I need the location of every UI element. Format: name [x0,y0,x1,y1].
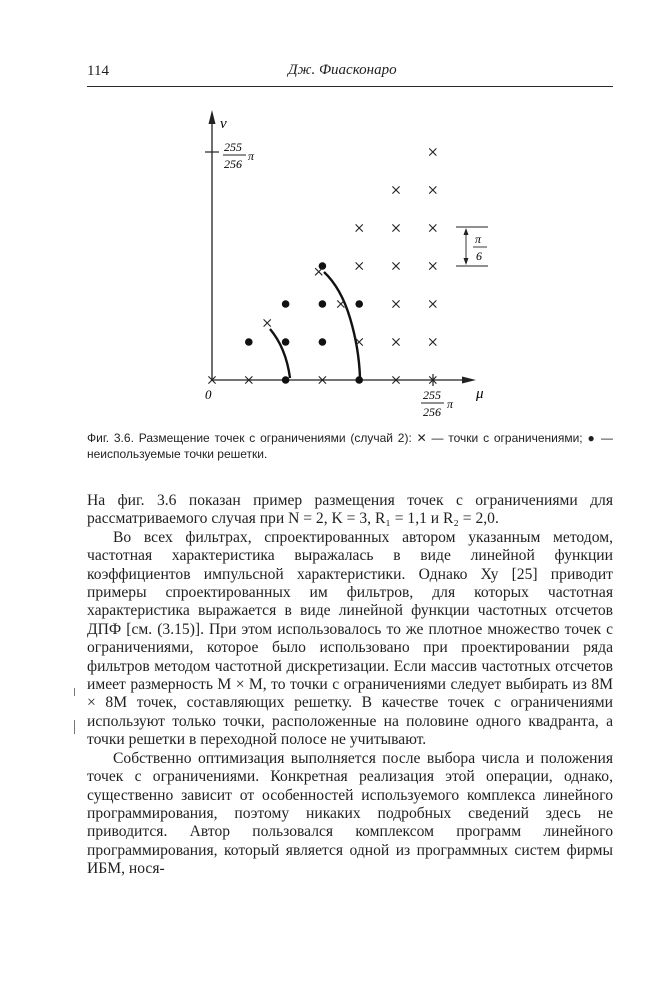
boundary-curve-inner [270,329,290,378]
unused-grid-point [282,338,290,346]
grid-points [208,148,436,383]
constraint-point [264,319,271,326]
paragraph-3: Собственно оптимизация выполняется после выбора числа и положения точек с ограничениями. Конкретная реализация этой операции, однако, существенно зависит от особенностей используемого комплекса линейного программирования, поэтому никаких подробных сведений здесь не приводится. Автор пользовался комплексом программ линейного программирования, который является одной из программных систем фирмы ИБМ, нося- [87,749,613,878]
figure-caption: Фиг. 3.6. Размещение точек с ограничениями (случай 2): ✕ — точки с ограничениями; ● — неиспользуемые точки решетки. [87,431,613,461]
constraint-point [429,148,436,155]
step-dimension [456,227,488,266]
body-text [87,492,613,879]
unused-grid-point [245,338,253,346]
x-axis-arrow [462,377,476,384]
constraint-point [429,338,436,345]
constraint-point [337,300,344,307]
constraint-point [392,300,399,307]
unused-grid-point [355,376,363,384]
constraint-point [429,224,436,231]
figure-3-6 [0,0,667,430]
x-max-denominator: 256 [423,405,441,419]
boundary-curve-outer [324,272,360,378]
constraint-point [392,338,399,345]
y-max-numerator: 255 [224,140,242,154]
x-max-numerator: 255 [423,388,441,402]
constraint-point [315,268,322,275]
y-max-pi: π [248,149,255,163]
margin-speck [74,688,75,696]
axis-x-label: μ [476,386,484,402]
unused-grid-point [319,300,327,308]
page-number: 114 [87,63,109,79]
origin-label: 0 [205,387,212,402]
running-header-author: Дж. Фиасконаро [288,62,397,78]
constraint-point [356,224,363,231]
constraint-point [392,186,399,193]
y-max-denominator: 256 [224,157,242,171]
paragraph-2: Во всех фильтрах, спроектированных автором указанным методом, частотная характеристика выражалась в виде линейной функции коэффициентов импульсной характеристики. Однако Ху [25] приводит примеры спроектированных им фильтров, для которых частотная характеристика выражается в виде линейной функции частотных отсчетов ДПФ [см. (3.15)]. При этом использовалось то же плотное множество точек с ограничениями, которое было использовано при проектировании ряда фильтров методом частотной дискретизации. Если массив частотных отсчетов имеет размерность M × M, то точки с ограничениями следует выбирать из 8M × 8M точек, составляющих решетку. В качестве точек с ограничениями используют только точки, расположенные на половине одного квадранта, а точки решетки в переходной полосе не учитывают. [87,528,613,749]
constraint-point [429,262,436,269]
unused-grid-point [319,338,327,346]
step-arrow-up [464,228,469,235]
unused-grid-point [355,300,363,308]
paragraph-1: На фиг. 3.6 показан пример размещения точек с ограничениями для рассматриваемого случая при N = 2, K = 3, R₁ = 1,1 и R₂ = 2,0. [87,492,613,528]
unused-grid-point [282,300,290,308]
constraint-point [429,186,436,193]
margin-speck [74,720,75,734]
constraint-point [392,224,399,231]
unused-grid-point [282,376,290,384]
constraint-point [392,262,399,269]
constraint-point [356,262,363,269]
x-max-pi: π [447,397,454,411]
step-denominator: 6 [476,249,482,263]
y-axis-arrow [209,110,216,124]
boundary-curves [270,272,360,378]
axis-y-label: ν [220,116,227,132]
constraint-point [429,300,436,307]
step-numerator: π [475,232,482,246]
step-arrow-down [464,258,469,265]
